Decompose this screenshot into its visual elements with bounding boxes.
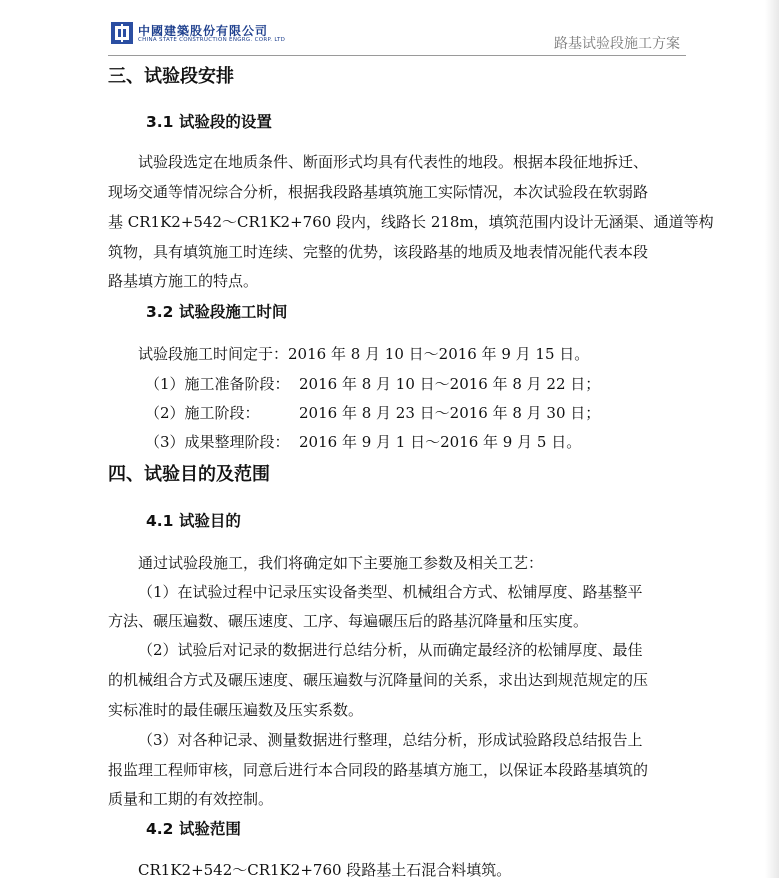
paragraph-line: CR1K2+542～CR1K2+760 段路基土石混合料填筑。 xyxy=(138,861,512,879)
paragraph-line: （1）在试验过程中记录压实设备类型、机械组合方式、松铺厚度、路基整平 xyxy=(138,583,643,601)
subsection-3-2-heading: 3.2 试验段施工时间 xyxy=(146,303,288,321)
phase-label: （2）施工阶段： xyxy=(145,404,260,422)
phase-label: （1）施工准备阶段： xyxy=(145,375,290,393)
schedule-intro: 试验段施工时间定于：2016 年 8 月 10 日～2016 年 9 月 15 日。 xyxy=(138,345,590,363)
paragraph-line: （3）对各种记录、测量数据进行整理，总结分析，形成试验路段总结报告上 xyxy=(138,731,643,749)
paragraph-line: 通过试验段施工，我们将确定如下主要施工参数及相关工艺： xyxy=(138,554,544,572)
paragraph-line: 路基填方施工的特点。 xyxy=(108,272,259,290)
phase-dates: 2016 年 8 月 23 日～2016 年 8 月 30 日； xyxy=(299,404,601,422)
phase-dates: 2016 年 8 月 10 日～2016 年 8 月 22 日； xyxy=(299,375,601,393)
header-divider xyxy=(108,55,686,56)
paragraph-line: 试验段选定在地质条件、断面形式均具有代表性的地段。根据本段征地拆迁、 xyxy=(138,153,649,171)
company-name-en: CHINA STATE CONSTRUCTION ENGRG. CORP. LTD xyxy=(138,37,286,43)
paragraph-line: 的机械组合方式及碾压速度、碾压遍数与沉降量间的关系，求出达到规范规定的压 xyxy=(108,671,649,689)
schedule-phase xyxy=(145,374,600,394)
paragraph-line: 基 CR1K2+542～CR1K2+760 段内，线路长 218m，填筑范围内设计无涵渠、通道等构 xyxy=(108,213,714,231)
document-title: 路基试验段施工方案 xyxy=(554,36,680,52)
subsection-3-1-heading: 3.1 试验段的设置 xyxy=(146,113,272,131)
section-4-heading: 四、试验目的及范围 xyxy=(108,464,270,485)
paragraph-line: 现场交通等情况综合分析，根据我段路基填筑施工实际情况，本次试验段在软弱路 xyxy=(108,183,649,201)
section-3-heading: 三、试验段安排 xyxy=(108,66,234,87)
paragraph-line: 筑物，具有填筑施工时连续、完整的优势，该段路基的地质及地表情况能代表本段 xyxy=(108,243,649,261)
paragraph-line: 方法、碾压遍数、碾压速度、工序、每遍碾压后的路基沉降量和压实度。 xyxy=(108,612,589,630)
phase-label: （3）成果整理阶段： xyxy=(145,433,290,451)
schedule-phase xyxy=(145,432,581,452)
phase-dates: 2016 年 9 月 1 日～2016 年 9 月 5 日。 xyxy=(299,433,582,451)
paragraph-line: 报监理工程师审核，同意后进行本合同段的路基填方施工，以保证本段路基填筑的 xyxy=(108,761,649,779)
paragraph-line: 实标准时的最佳碾压遍数及压实系数。 xyxy=(108,701,364,719)
paragraph-line: 质量和工期的有效控制。 xyxy=(108,790,274,808)
paragraph-line: （2）试验后对记录的数据进行总结分析，从而确定最经济的松铺厚度、最佳 xyxy=(138,641,643,659)
schedule-phase xyxy=(145,403,600,423)
page-header xyxy=(0,0,779,56)
company-logo xyxy=(111,22,133,44)
subsection-4-1-heading: 4.1 试验目的 xyxy=(146,512,241,530)
page-edge xyxy=(765,0,779,878)
subsection-4-2-heading: 4.2 试验范围 xyxy=(146,820,241,838)
company-name-cn: 中國建築股份有限公司 xyxy=(138,24,269,38)
